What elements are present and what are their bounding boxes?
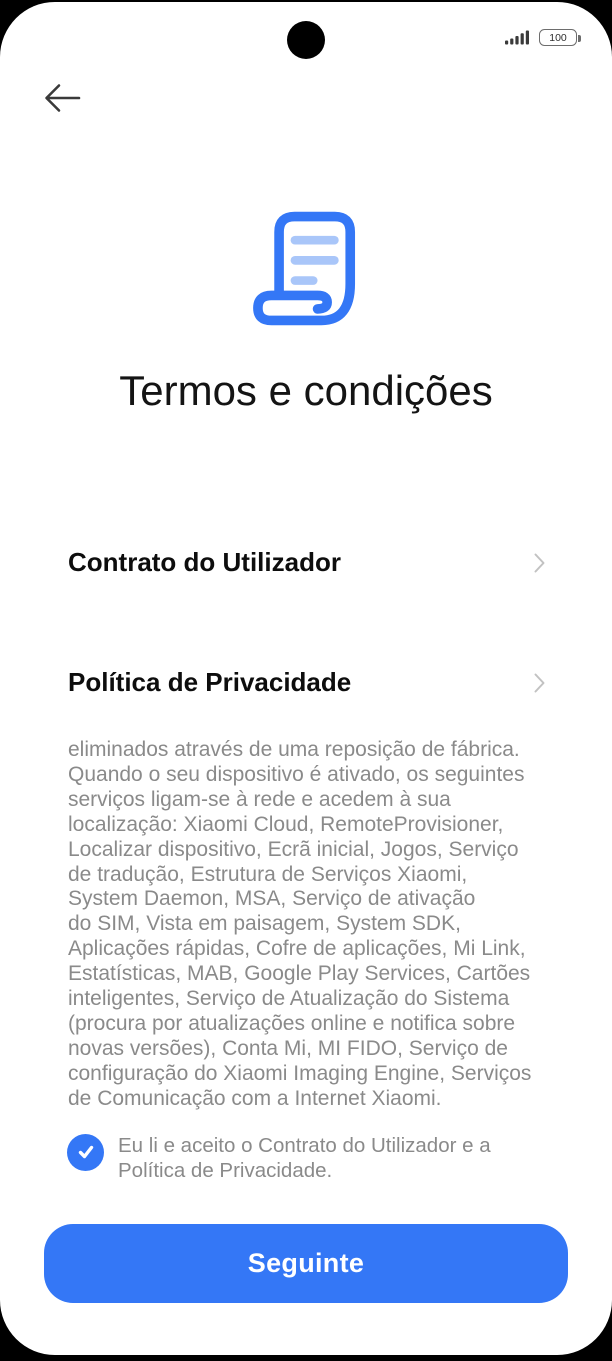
privacy-policy-item[interactable] <box>0 664 612 700</box>
back-button[interactable] <box>42 80 82 116</box>
terms-text-line: inteligentes, Serviço de Atualização do Sistema <box>68 987 510 1011</box>
checkmark-icon <box>76 1142 96 1162</box>
terms-text-line: novas versões), Conta Mi, MI FIDO, Serviço de <box>68 1036 508 1060</box>
terms-body-text[interactable] <box>68 738 552 1112</box>
consent-label: Eu li e aceito o Contrato do Utilizador e a Política de Privacidade. <box>118 1133 491 1183</box>
page-title: Termos e condições <box>119 367 493 414</box>
document-text-line-icon <box>291 256 339 265</box>
battery-nub <box>578 35 581 42</box>
terms-text-line: localização: Xiaomi Cloud, RemoteProvisioner, <box>68 812 504 836</box>
terms-text-line: de Comunicação com a Internet Xiaomi. <box>68 1086 442 1110</box>
chevron-right-icon <box>533 672 546 694</box>
terms-text-line: de tradução, Estrutura de Serviços Xiaomi, <box>68 862 468 886</box>
user-agreement-item[interactable] <box>0 544 612 580</box>
status-bar <box>0 2 612 60</box>
terms-text-line: (procura por atualizações online e notifica sobre <box>68 1011 516 1035</box>
document-text-line-icon <box>291 276 318 285</box>
consent-checkbox[interactable] <box>67 1133 558 1184</box>
document-text-line-icon <box>291 236 339 245</box>
camera-cutout <box>287 21 325 59</box>
battery-icon <box>539 29 577 46</box>
user-agreement-label: Contrato do Utilizador <box>68 546 341 577</box>
next-button-label: Seguinte <box>247 1247 365 1278</box>
terms-text-line: Aplicações rápidas, Cofre de aplicações, Mi Link, <box>68 937 526 961</box>
status-icons <box>505 29 577 46</box>
terms-document-icon <box>250 207 362 332</box>
terms-text-line: eliminados através de uma reposição de fábrica. <box>68 738 520 761</box>
phone-screen <box>0 2 612 1355</box>
privacy-policy-label: Política de Privacidade <box>68 666 352 697</box>
terms-text-line: configuração do Xiaomi Imaging Engine, Serviços <box>68 1061 532 1085</box>
terms-text-line: Quando o seu dispositivo é ativado, os seguintes <box>68 762 525 786</box>
signal-strength-icon <box>505 30 530 45</box>
terms-text-line: do SIM, Vista em paisagem, System SDK, <box>68 912 461 936</box>
terms-text-line: Estatísticas, MAB, Google Play Services, Cartões <box>68 962 531 986</box>
terms-text-line: serviços ligam-se à rede e acedem à sua <box>68 787 451 811</box>
battery-level: 100 <box>549 31 567 44</box>
back-arrow-icon <box>42 80 82 116</box>
checkbox-checked-icon <box>67 1134 104 1171</box>
terms-text-line: System Daemon, MSA, Serviço de ativação <box>68 887 476 911</box>
terms-text-line: Localizar dispositivo, Ecrã inicial, Jogos, Serviço <box>68 837 519 861</box>
chevron-right-icon <box>533 552 546 574</box>
next-button[interactable] <box>44 1224 568 1303</box>
